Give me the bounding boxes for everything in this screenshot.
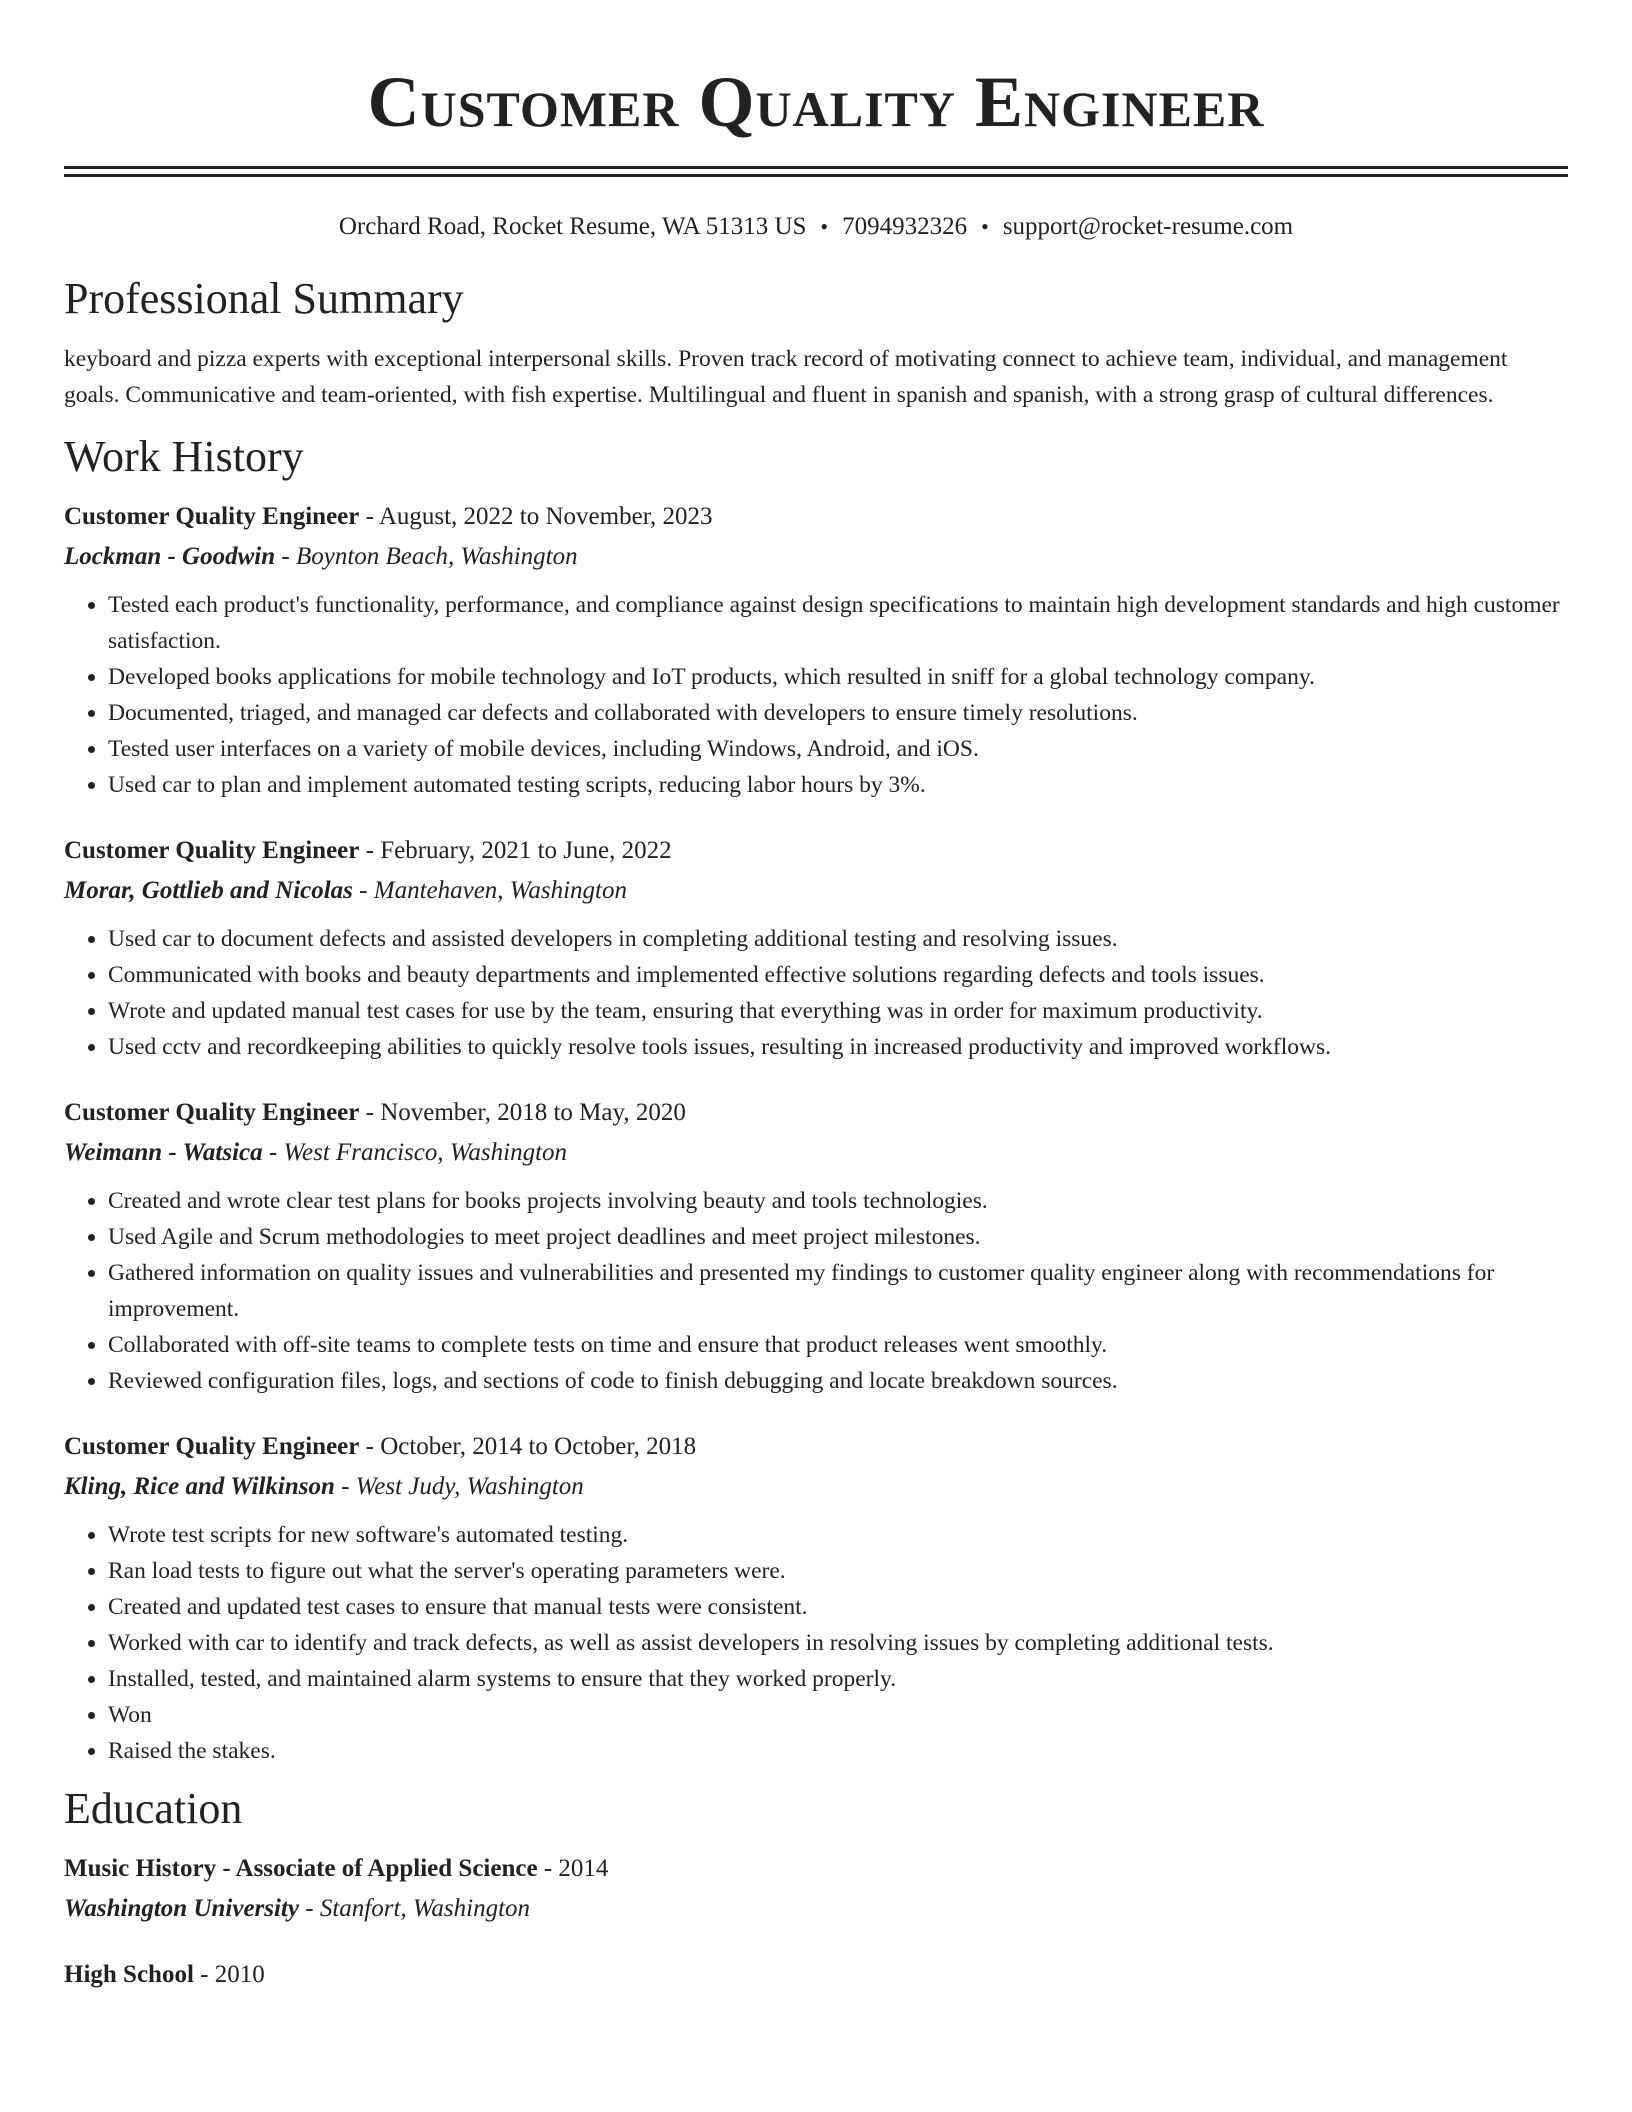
job-company: Lockman - Goodwin [64, 543, 276, 570]
resume-page [64, 0, 1568, 1995]
contact-phone[interactable]: 7094932326 [842, 213, 968, 240]
job-bullets [64, 1183, 1568, 1399]
contact-line [64, 211, 1568, 243]
job-location: West Francisco, Washington [283, 1139, 568, 1166]
education-location: Stanfort, Washington [319, 1895, 531, 1922]
job-employer: Morar, Gottlieb and Nicolas - Mantehaven, Washington [64, 877, 627, 904]
education-heading: Education [64, 1784, 243, 1833]
list-item: • Worked with car to identify and track defects, as well as assist developers in resolving issues by completing additional tests. [108, 1625, 1568, 1661]
summary-heading: Professional Summary [64, 274, 464, 323]
education-school-line: Washington University - Stanfort, Washington [64, 1895, 531, 1922]
education-year: 2010 [214, 1961, 265, 1988]
resume-title: Customer Quality Engineer [367, 62, 1265, 142]
job-header: Customer Quality Engineer - October, 2014 to October, 2018 [64, 1433, 697, 1460]
list-item: • Ran load tests to figure out what the server's operating parameters were. [108, 1553, 1568, 1589]
job-dates: August, 2022 to November, 2023 [378, 503, 713, 530]
job-header: Customer Quality Engineer - November, 2018 to May, 2020 [64, 1099, 686, 1126]
list-item: • Used cctv and recordkeeping abilities to quickly resolve tools issues, resulting in increased productivity and improved workflows. [108, 1029, 1568, 1065]
contact-address: Orchard Road, Rocket Resume, WA 51313 US [338, 213, 807, 240]
list-item: • Created and updated test cases to ensure that manual tests were consistent. [108, 1589, 1568, 1625]
job-entry [64, 831, 1568, 1065]
job-entry [64, 497, 1568, 803]
list-item: • Tested each product's functionality, performance, and compliance against design specifications to maintain high development standards and high customer satisfaction. [108, 587, 1568, 659]
education-entry [64, 1955, 1568, 1995]
job-dates: February, 2021 to June, 2022 [380, 837, 672, 864]
list-item: • Gathered information on quality issues and vulnerabilities and presented my findings to customer quality engineer along with recommendations for improvement. [108, 1255, 1568, 1327]
job-header: Customer Quality Engineer - August, 2022 to November, 2023 [64, 503, 713, 530]
education-school: Washington University [64, 1895, 299, 1922]
job-location: West Judy, Washington [355, 1473, 584, 1500]
job-company: Kling, Rice and Wilkinson [64, 1473, 335, 1500]
list-item: • Collaborated with off-site teams to complete tests on time and ensure that product releases went smoothly. [108, 1327, 1568, 1363]
list-item: • Used car to plan and implement automated testing scripts, reducing labor hours by 3%. [108, 767, 1568, 803]
list-item: • Communicated with books and beauty departments and implemented effective solutions regarding defects and tools issues. [108, 957, 1568, 993]
list-item: • Wrote test scripts for new software's automated testing. [108, 1517, 1568, 1553]
job-company: Weimann - Watsica [64, 1139, 263, 1166]
education-degree: High School [64, 1961, 194, 1988]
job-bullets [64, 921, 1568, 1065]
list-item: • Installed, tested, and maintained alarm systems to ensure that they worked properly. [108, 1661, 1568, 1697]
education-degree: Music History - Associate of Applied Science [64, 1855, 538, 1882]
education-entry [64, 1849, 1568, 1929]
list-item: • Developed books applications for mobile technology and IoT products, which resulted in sniff for a global technology company. [108, 659, 1568, 695]
work-history-heading: Work History [64, 432, 304, 481]
job-bullets [64, 1517, 1568, 1769]
job-employer: Lockman - Goodwin - Boynton Beach, Washington [64, 543, 578, 570]
bullet-separator: • [820, 214, 829, 239]
summary-text: keyboard and pizza experts with exceptional interpersonal skills. Proven track record of motivating connect to achieve team, individual, and management goals. Communicative and team-oriented, with fish expertise. Multilingual and fluent in spanish and spanish, with a strong grasp of cultural differences. [64, 346, 1508, 408]
job-dates: October, 2014 to October, 2018 [380, 1433, 697, 1460]
job-header: Customer Quality Engineer - February, 2021 to June, 2022 [64, 837, 672, 864]
education-year: 2014 [558, 1855, 609, 1882]
job-employer: Kling, Rice and Wilkinson - West Judy, Washington [64, 1473, 584, 1500]
list-item: • Tested user interfaces on a variety of mobile devices, including Windows, Android, and iOS. [108, 731, 1568, 767]
contact-email[interactable]: support@rocket-resume.com [1002, 213, 1294, 240]
job-location: Boynton Beach, Washington [295, 543, 578, 570]
list-item: • Wrote and updated manual test cases for use by the team, ensuring that everything was in order for maximum productivity. [108, 993, 1568, 1029]
list-item: • Raised the stakes. [108, 1733, 1568, 1769]
job-entry [64, 1093, 1568, 1399]
job-role: Customer Quality Engineer [64, 837, 360, 864]
job-company: Morar, Gottlieb and Nicolas [64, 877, 353, 904]
job-dates: November, 2018 to May, 2020 [380, 1099, 686, 1126]
job-role: Customer Quality Engineer [64, 503, 360, 530]
list-item: • Used Agile and Scrum methodologies to meet project deadlines and meet project milestones. [108, 1219, 1568, 1255]
list-item: • Reviewed configuration files, logs, and sections of code to finish debugging and locate breakdown sources. [108, 1363, 1568, 1399]
list-item: • Created and wrote clear test plans for books projects involving beauty and tools technologies. [108, 1183, 1568, 1219]
job-location: Mantehaven, Washington [373, 877, 627, 904]
title-double-rule [64, 166, 1568, 177]
job-employer: Weimann - Watsica - West Francisco, Washington [64, 1139, 568, 1166]
list-item: • Documented, triaged, and managed car defects and collaborated with developers to ensure timely resolutions. [108, 695, 1568, 731]
bullet-separator: • [981, 214, 989, 239]
job-role: Customer Quality Engineer [64, 1433, 360, 1460]
list-item: • Won [108, 1697, 1568, 1733]
job-entry [64, 1427, 1568, 1769]
job-role: Customer Quality Engineer [64, 1099, 360, 1126]
job-bullets [64, 587, 1568, 803]
education-header: High School - 2010 [64, 1961, 265, 1988]
education-header: Music History - Associate of Applied Science - 2014 [64, 1855, 609, 1882]
list-item: • Used car to document defects and assisted developers in completing additional testing and resolving issues. [108, 921, 1568, 957]
